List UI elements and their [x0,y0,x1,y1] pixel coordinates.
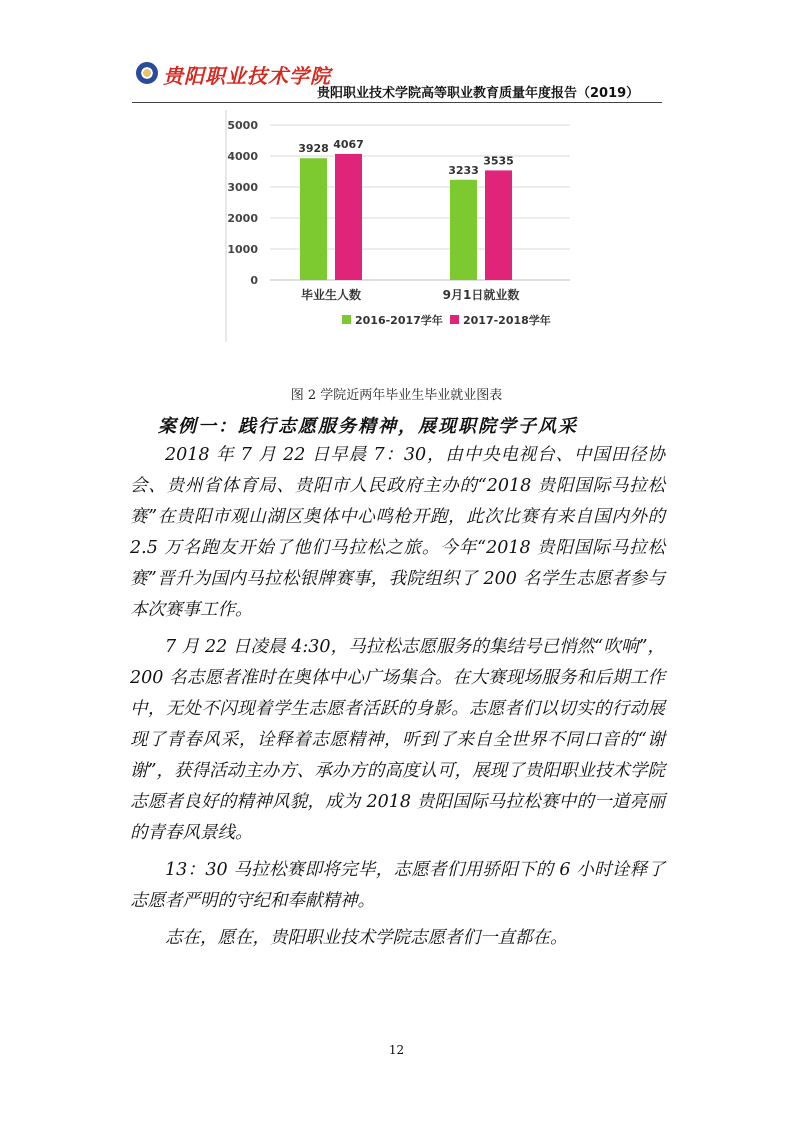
figure-caption: 图 2 学院近两年毕业生毕业就业图表 [290,388,503,403]
data-label: 4067 [333,137,364,151]
bar [335,154,362,280]
article-body [130,440,665,960]
data-label: 3928 [298,142,329,156]
paragraph: 13：30 马拉松赛即将完毕，志愿者们用骄阳下的 6 小时诠释了志愿者严明的守纪和奉献精神。 [130,860,665,911]
paragraph: 2018 年 7 月 22 日早晨 7：30，由中央电视台、中国田径协会、贵州省体育局、贵阳市人民政府主办的“2018 贵阳国际马拉松赛”在贵阳市观山湖区奥体中心鸣枪开跑，此次比赛有来自国内外的 2.5 万名跑友开始了他们马拉松之旅。今年“2018 贵阳国际马拉松赛”晋升为国内马拉松银牌赛事，我院组织了 200 名学生志愿者参与本次赛事工作。 [130,445,665,620]
page-number: 12 [388,1043,405,1057]
bar [300,158,327,280]
paragraph: 志在，愿在，贵阳职业技术学院志愿者们一直都在。 [165,928,568,948]
legend-swatch [342,315,351,324]
bar [450,180,477,280]
x-tick-label: 毕业生人数 [300,288,362,302]
bar [485,170,512,280]
y-tick-label: 1000 [227,243,258,256]
data-label: 3233 [448,163,479,177]
legend-swatch [450,315,459,324]
x-tick-label: 9月1日就业数 [442,288,520,302]
y-tick-label: 5000 [227,119,258,132]
logo-text: 贵阳职业技术学院 [163,64,331,88]
section-title: 案例一：践行志愿服务精神，展现职院学子风采 [158,416,578,437]
y-tick-label: 4000 [227,150,258,163]
school-logo [136,60,336,90]
y-tick-label: 3000 [227,181,258,194]
header-divider [132,102,662,103]
legend-label: 2017-2018学年 [463,314,551,327]
legend-label: 2016-2017学年 [355,314,443,327]
report-header-title: 贵阳职业技术学院高等职业教育质量年度报告（2019） [317,86,640,101]
data-label: 3535 [483,154,514,168]
y-tick-label: 2000 [227,212,258,225]
school-seal-icon [136,62,158,84]
paragraph: 7 月 22 日凌晨 4:30，马拉松志愿服务的集结号已悄然“吹响”，200 名志愿者准时在奥体中心广场集合。在大赛现场服务和后期工作中，无处不闪现着学生志愿者活跃的身影。志愿者们以切实的行动展现了青春风采，诠释着志愿精神，听到了来自全世界不同口音的“谢谢”，获得活动主办方、承办方的高度认可，展现了贵阳职业技术学院志愿者良好的精神风貌，成为 2018 贵阳国际马拉松赛中的一道亮丽的青春风景线。 [130,637,665,843]
employment-bar-chart [225,110,570,342]
y-tick-label: 0 [250,274,258,287]
